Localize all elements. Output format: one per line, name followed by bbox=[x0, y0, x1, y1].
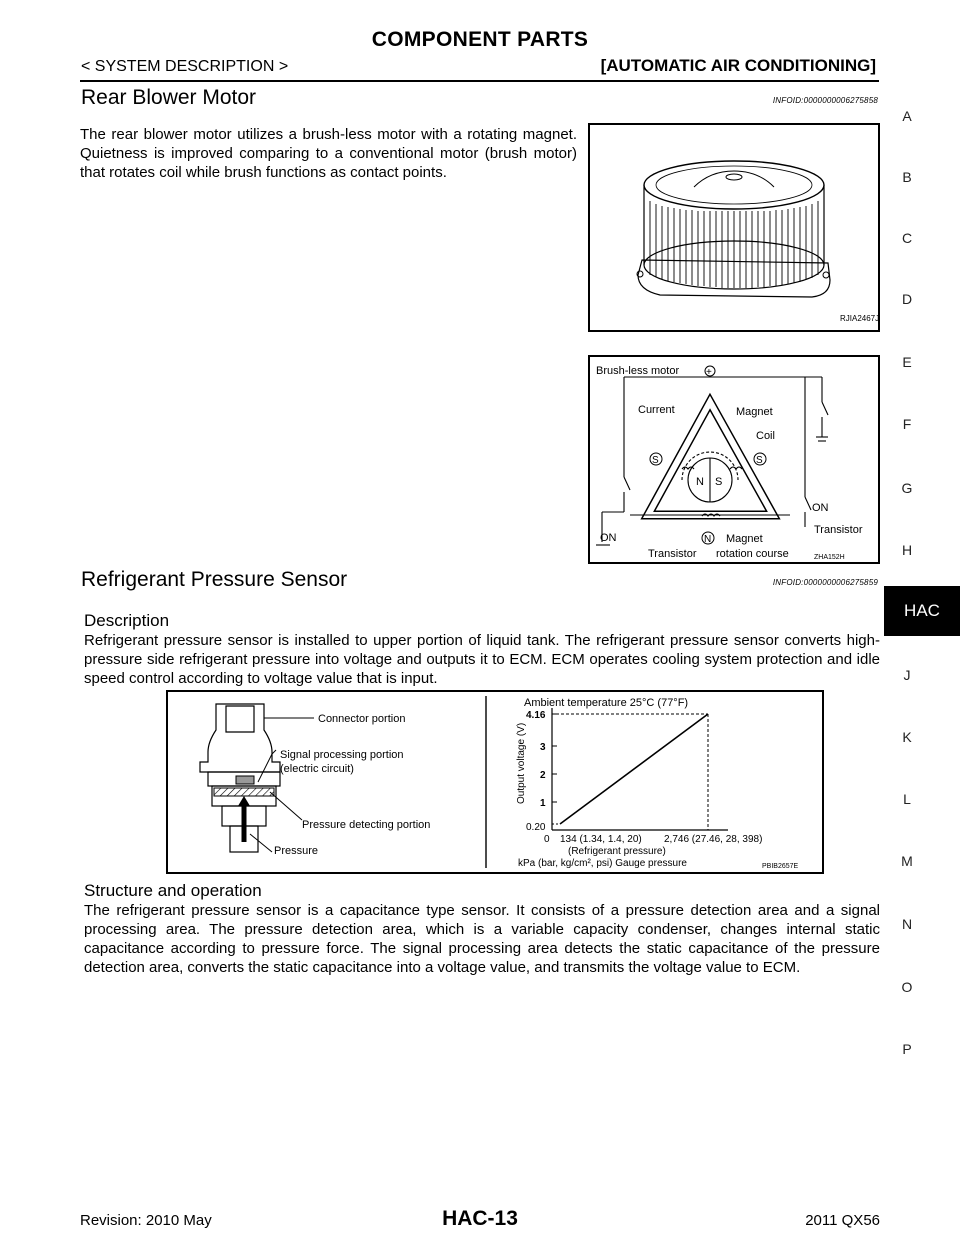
header-divider bbox=[80, 80, 879, 82]
blower-description-text: The rear blower motor utilizes a brush-less motor with a rotating magnet. Quietness is improved comparing to a conventional motor (brush motor) that rotates coil while brush functions as contact points. bbox=[80, 126, 577, 181]
y-tick-2: 2 bbox=[540, 770, 546, 781]
side-index-h[interactable]: H bbox=[901, 542, 913, 558]
header-section-label: < SYSTEM DESCRIPTION > bbox=[81, 58, 289, 75]
side-index-f[interactable]: F bbox=[902, 416, 912, 432]
side-index-b[interactable]: B bbox=[902, 169, 912, 185]
label-magnet-rotation-2: rotation course bbox=[716, 548, 789, 560]
infoid-blower: INFOID:0000000006275858 bbox=[772, 96, 878, 105]
label-magnet: Magnet bbox=[736, 406, 773, 418]
brushless-motor-schematic bbox=[590, 357, 878, 562]
label-electric-circuit: (electric circuit) bbox=[280, 763, 354, 775]
x-tick-zero: 0 bbox=[544, 834, 550, 845]
side-index-hac-active[interactable]: HAC bbox=[884, 586, 960, 636]
sensor-description-text: Refrigerant pressure sensor is installed to upper portion of liquid tank. The refrigerant pressure sensor converts high-pressure side refrigerant pressure into voltage and outputs it to ECM. ECM operates cooling system protection and idle speed control according to voltage value that is input. bbox=[84, 632, 880, 687]
label-signal-processing: Signal processing portion bbox=[280, 749, 404, 761]
side-index-g[interactable]: G bbox=[901, 480, 913, 496]
brushless-motor-diagram bbox=[588, 355, 880, 564]
plus-terminal: + bbox=[706, 367, 712, 378]
sensor-structure-and-chart bbox=[168, 692, 822, 872]
y-tick-0-20: 0.20 bbox=[526, 822, 546, 833]
footer-model: 2011 QX56 bbox=[805, 1212, 880, 1229]
blower-motor-figure bbox=[588, 123, 880, 332]
refrigerant-pressure-sensor-figure bbox=[166, 690, 824, 874]
infoid-sensor: INFOID:0000000006275859 bbox=[772, 578, 878, 587]
y-tick-3: 3 bbox=[540, 742, 546, 753]
side-index-n[interactable]: N bbox=[901, 916, 913, 932]
figure-code-zha152h: ZHA152H bbox=[814, 554, 845, 561]
side-index-d[interactable]: D bbox=[901, 291, 913, 307]
side-index-c[interactable]: C bbox=[901, 230, 913, 246]
side-index-j[interactable]: J bbox=[903, 667, 911, 683]
chart-series-line bbox=[560, 714, 708, 824]
label-on-left: ON bbox=[600, 532, 617, 544]
s-pole-mark-right: S bbox=[756, 455, 763, 466]
label-pressure-detecting: Pressure detecting portion bbox=[302, 819, 431, 831]
rotor-s-label: S bbox=[715, 476, 723, 488]
section-title-refrigerant-pressure-sensor: Refrigerant Pressure Sensor bbox=[81, 568, 348, 591]
label-magnet-rotation-1: Magnet bbox=[726, 533, 763, 545]
side-index-p[interactable]: P bbox=[902, 1041, 912, 1057]
side-index-l[interactable]: L bbox=[903, 791, 911, 807]
voltage-chart bbox=[516, 697, 799, 870]
s-pole-mark-left: S bbox=[652, 455, 659, 466]
n-pole-mark: N bbox=[704, 534, 712, 545]
diagram-title-brushless-motor: Brush-less motor bbox=[596, 365, 680, 377]
x-label-units: kPa (bar, kg/cm², psi) Gauge pressure bbox=[518, 858, 687, 869]
y-tick-4-16: 4.16 bbox=[526, 710, 546, 721]
side-index-m[interactable]: M bbox=[901, 853, 913, 869]
side-index-o[interactable]: O bbox=[901, 979, 913, 995]
footer-revision: Revision: 2010 May bbox=[80, 1212, 212, 1229]
label-pressure: Pressure bbox=[274, 845, 319, 857]
x-tick-134: 134 (1.34, 1.4, 20) bbox=[560, 834, 642, 845]
x-tick-2746: 2,746 (27.46, 28, 398) bbox=[664, 834, 763, 845]
side-index-k[interactable]: K bbox=[902, 729, 912, 745]
subsection-title-description: Description bbox=[84, 611, 170, 630]
label-transistor-right: Transistor bbox=[814, 524, 863, 536]
figure-code-pbib2657e: PBIB2657E bbox=[762, 863, 799, 870]
side-index-a[interactable]: A bbox=[902, 108, 912, 124]
blower-fan-illustration bbox=[590, 125, 878, 330]
header-system-label: [AUTOMATIC AIR CONDITIONING] bbox=[600, 56, 876, 75]
y-tick-1: 1 bbox=[540, 798, 546, 809]
label-coil: Coil bbox=[756, 430, 775, 442]
label-transistor-left: Transistor bbox=[648, 548, 697, 560]
page-title: COMPONENT PARTS bbox=[371, 28, 589, 51]
figure-code-rjia2467j: RJIA2467J bbox=[840, 314, 878, 323]
chart-y-label: Output voltage (V) bbox=[516, 722, 527, 804]
x-label-refrigerant-pressure: (Refrigerant pressure) bbox=[568, 846, 666, 857]
label-current: Current bbox=[638, 404, 675, 416]
subsection-title-structure: Structure and operation bbox=[84, 881, 262, 900]
chart-title: Ambient temperature 25°C (77°F) bbox=[524, 697, 689, 709]
label-on-right: ON bbox=[812, 502, 829, 514]
rotor-n-label: N bbox=[696, 476, 704, 488]
section-title-rear-blower-motor: Rear Blower Motor bbox=[81, 86, 257, 109]
label-connector-portion: Connector portion bbox=[318, 713, 406, 725]
side-index-e[interactable]: E bbox=[902, 354, 912, 370]
page-number: HAC-13 bbox=[442, 1207, 518, 1230]
structure-operation-text: The refrigerant pressure sensor is a capacitance type sensor. It consists of a pressure detection area and a signal processing area. The pressure detection area, which is a variable capacity condenser, changes internal static capacitance according to pressure force. The signal processing area detects the static capacitance of the pressure detection area, converts the static capacitance into a voltage value, and transmits the voltage value to ECM. bbox=[84, 902, 880, 976]
